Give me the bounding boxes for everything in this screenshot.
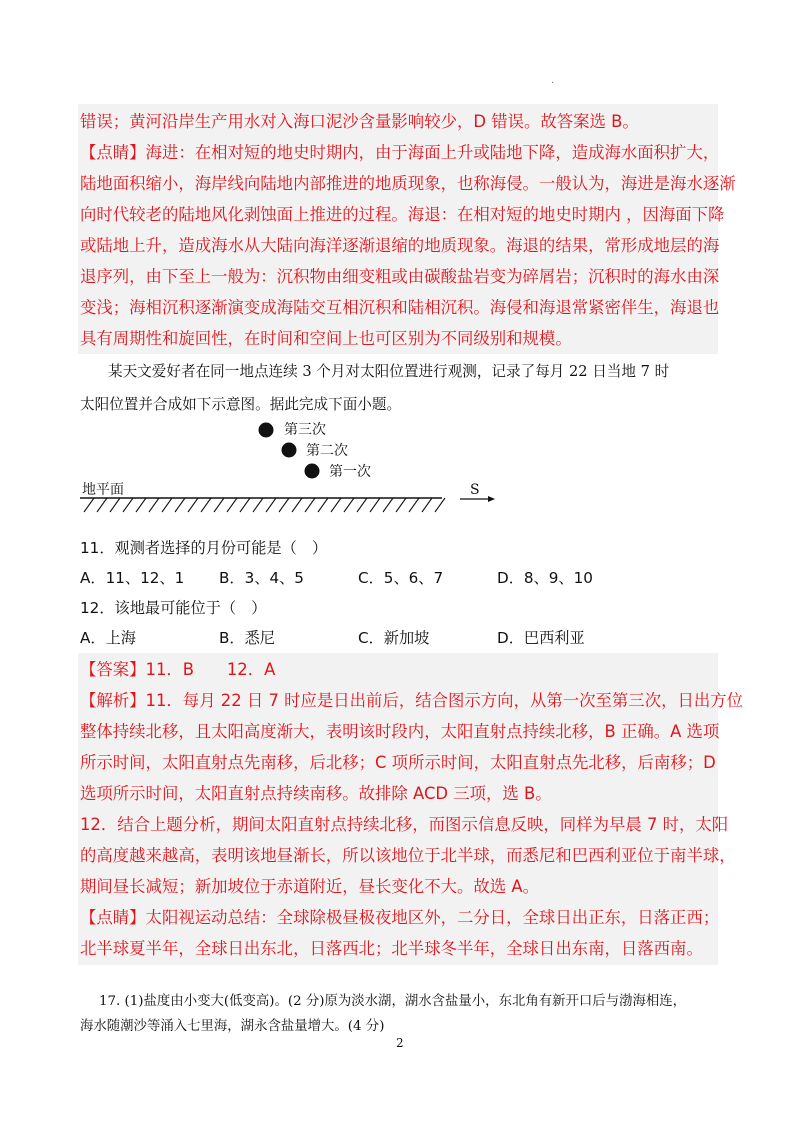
block1-line-2: 【点睛】海进：在相对短的地史时期内，由于海面上升或陆地下降，造成海水面积扩大， [80, 143, 720, 162]
sun-label-third: 第三次 [284, 422, 326, 438]
hatch-stroke [201, 498, 211, 512]
block2-line-3: 所示时间，太阳直射点先南移，后北移；C 项所示时间，太阳直射点先北移，后南移；D [80, 753, 716, 772]
hatch-stroke [84, 498, 94, 512]
block1-line-5: 或陆地上升，造成海水从大陆向海洋逐渐退缩的地质现象。海退的结果，常形成地层的海 [80, 236, 720, 255]
hatch-stroke [110, 498, 120, 512]
hatch-stroke [396, 498, 406, 512]
hatch-stroke [318, 498, 328, 512]
hatch-stroke [240, 498, 250, 512]
intro-line-1: 某天文爱好者在同一地点连续 3 个月对太阳位置进行观测，记录了每月 22 日当地 7 时 [108, 363, 670, 380]
block1-line-4: 向时代较老的陆地风化剥蚀面上推进的过程。海退：在相对短的地史时期内 ，因海面下降 [80, 205, 725, 224]
sun-dot-second [282, 443, 297, 458]
block2-line-6: 的高度越来越高，表明该地昼渐长，所以该地位于北半球，而悉尼和巴西利亚位于南半球， [80, 846, 736, 865]
hatch-stroke [305, 498, 315, 512]
intro-line-2: 太阳位置并合成如下示意图。据此完成下面小题。 [80, 396, 402, 413]
hatch-stroke [149, 498, 159, 512]
block1-line-3: 陆地面积缩小，海岸线向陆地内部推进的地质现象，也称海侵。一般认为，海进是海水逐渐 [80, 174, 736, 193]
hatch-stroke [175, 498, 185, 512]
hatch-stroke [162, 498, 172, 512]
hatch-stroke [357, 498, 367, 512]
sun-label-second: 第二次 [306, 443, 348, 459]
sun-dot-third [259, 423, 274, 438]
hatch-stroke [136, 498, 146, 512]
q11-option-a: A．11、12、1 [80, 569, 185, 587]
q12-option-c: C．新加坡 [358, 629, 430, 647]
hatch-stroke [253, 498, 263, 512]
q12-option-a: A．上海 [80, 629, 136, 647]
footer-line-1: 17. (1)盐度由小变大(低变高)。(2 分)原为淡水湖，湖水含盐量小，东北角有新开口后与渤海相连， [99, 994, 687, 1009]
hatch-stroke [409, 498, 419, 512]
hatch-stroke [123, 498, 133, 512]
hatch-stroke [279, 498, 289, 512]
hatch-stroke [292, 498, 302, 512]
block1-line-7: 变浅；海相沉积逐渐演变成海陆交互相沉积和陆相沉积。海侵和海退常紧密伴生，海退也 [80, 298, 720, 317]
footer-line-2: 海水随潮沙等涌入七里海，湖永含盐量增大。(4 分) [80, 1019, 385, 1034]
block2-line-5: 12．结合上题分析，期间太阳直射点持续北移，而图示信息反映，同样为早晨 7 时，太阳 [80, 815, 729, 834]
hatch-stroke [422, 498, 432, 512]
sun-position-diagram [78, 416, 508, 526]
q12-option-b: B．悉尼 [219, 629, 275, 647]
block1-line-8: 具有周期性和旋回性，在时间和空间上也可区别为不同级别和规模。 [80, 329, 572, 348]
explanation-block-2 [78, 653, 744, 965]
block2-line-1: 【解析】11．每月 22 日 7 时应是日出前后，结合图示方向，从第一次至第三次，日出方位 [80, 691, 744, 710]
stray-dot: · [551, 78, 555, 89]
direction-arrow-head [488, 496, 495, 502]
block2-line-4: 选项所示时间，太阳直射点持续南移。故排除 ACD 三项，选 B。 [80, 784, 552, 803]
page-number: 2 [396, 1036, 404, 1050]
hatch-stroke [214, 498, 224, 512]
q11-option-d: D．8、9、10 [497, 569, 593, 587]
horizon-hatching [84, 498, 445, 512]
block2-line-9: 北半球夏半年，全球日出东北，日落西北；北半球冬半年，全球日出东南，日落西南。 [80, 939, 703, 958]
sun-dot-first [305, 464, 320, 479]
sun-label-first: 第一次 [329, 464, 371, 480]
block2-line-7: 期间昼长减短；新加坡位于赤道附近，昼长变化不大。故选 A。 [80, 877, 539, 896]
hatch-stroke [227, 498, 237, 512]
hatch-stroke [266, 498, 276, 512]
hatch-stroke [97, 498, 107, 512]
horizon-label: 地平面 [82, 482, 124, 498]
hatch-stroke [435, 498, 445, 512]
q11-option-b: B．3、4、5 [219, 569, 304, 587]
answer-line: 【答案】11．B 12．A [80, 660, 276, 679]
block2-line-2: 整体持续北移，且太阳高度渐大，表明该时段内，太阳直射点持续北移，B 正确。A 选项 [80, 722, 720, 741]
q11-option-c: C．5、6、7 [358, 569, 444, 587]
block2-line-8: 【点睛】太阳视运动总结：全球除极昼极夜地区外，二分日，全球日出正东，日落正西； [80, 908, 720, 927]
block1-line-1: 错误；黄河沿岸生产用水对入海口泥沙含量影响较少，D 错误。故答案选 B。 [80, 112, 639, 131]
hatch-stroke [344, 498, 354, 512]
block1-line-6: 退序列，由下至上一般为：沉积物由细变粗或由碳酸盐岩变为碎屑岩；沉积时的海水由深 [80, 267, 720, 286]
hatch-stroke [188, 498, 198, 512]
direction-label: S [470, 482, 480, 498]
question-11-stem: 11．观测者选择的月份可能是（ ） [80, 539, 328, 557]
hatch-stroke [383, 498, 393, 512]
question-12-stem: 12．该地最可能位于（ ） [80, 599, 267, 617]
explanation-block-1 [78, 104, 736, 354]
hatch-stroke [370, 498, 380, 512]
hatch-stroke [331, 498, 341, 512]
q12-option-d: D．巴西利亚 [497, 629, 585, 647]
